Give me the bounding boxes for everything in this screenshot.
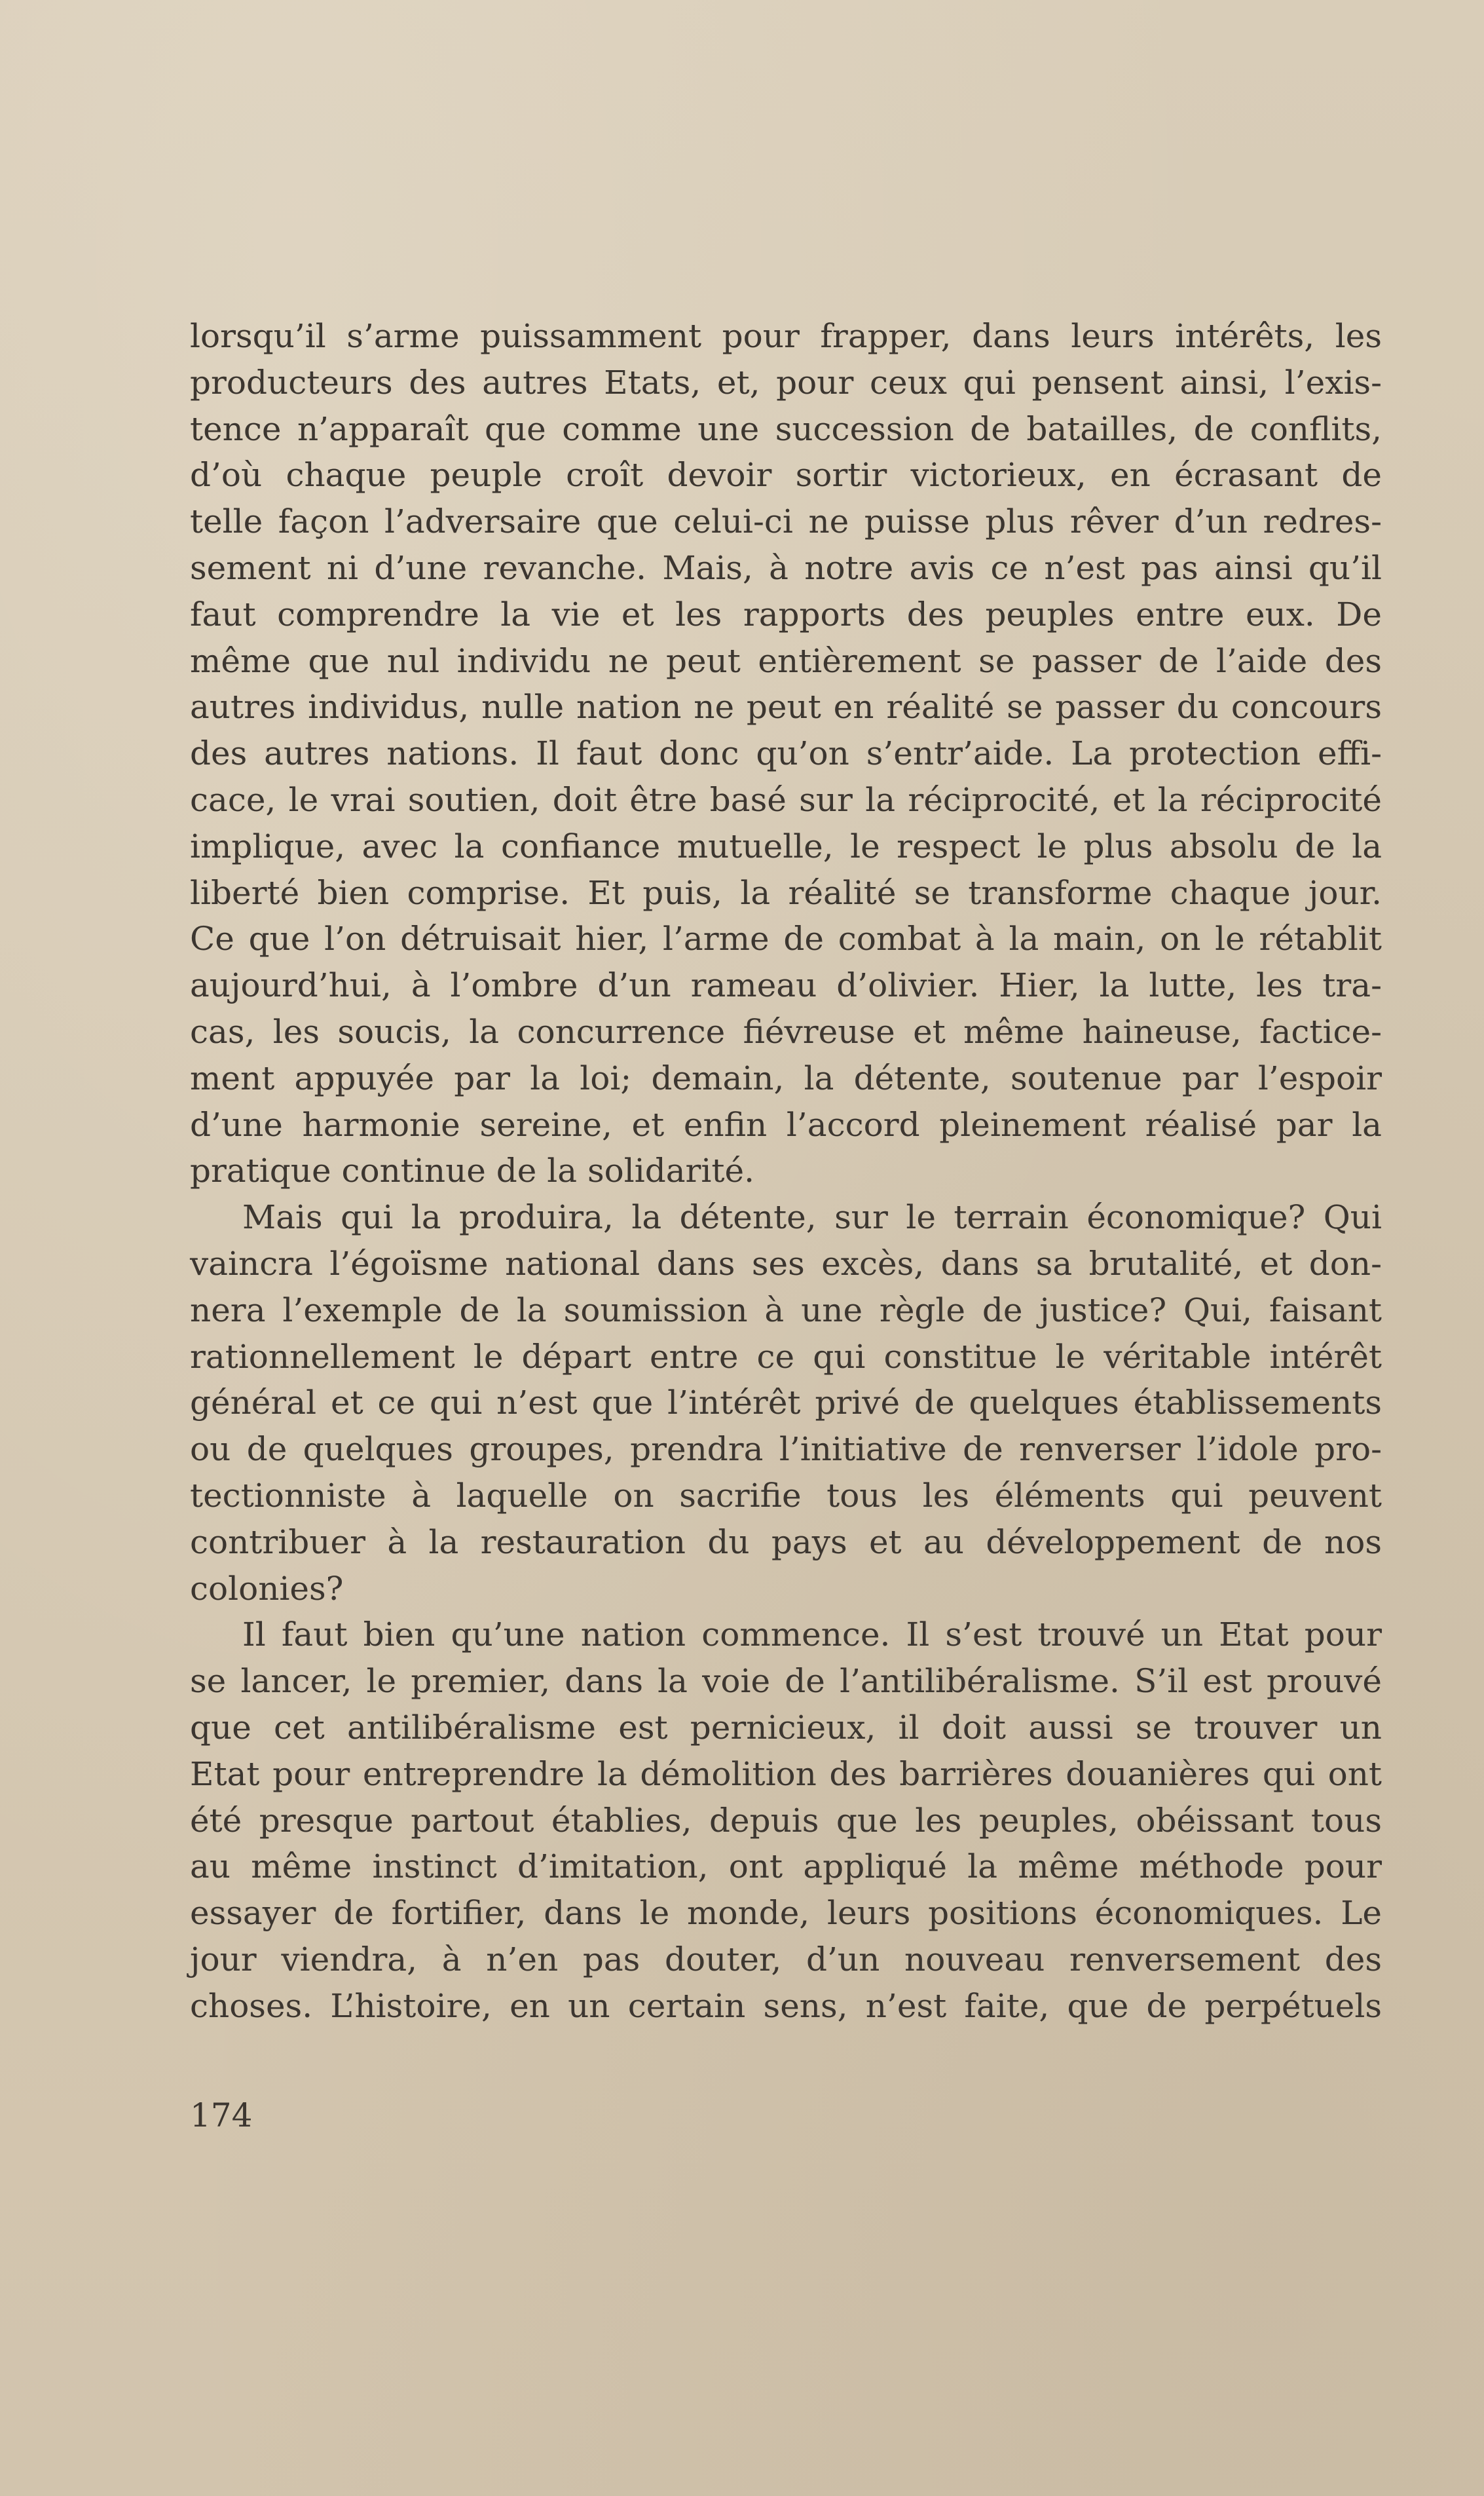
- text-line: cace, le vrai soutien, doit être basé sur la réciprocité, et la réciprocité: [190, 780, 1382, 819]
- text-line: Ce que l’on détruisait hier, l’arme de combat à la main, on le rétablit: [190, 920, 1382, 958]
- text-line: général et ce qui n’est que l’intérêt privé de quelques établissements: [190, 1384, 1382, 1422]
- text-line: essayer de fortifier, dans le monde, leurs positions économiques. Le: [190, 1894, 1382, 1933]
- text-line: été presque partout établies, depuis que les peuples, obéissant tous: [190, 1801, 1382, 1840]
- text-line: aujourd’hui, à l’ombre d’un rameau d’olivier. Hier, la lutte, les tra-: [190, 966, 1382, 1005]
- text-line: lorsqu’il s’arme puissamment pour frapper, dans leurs intérêts, les: [190, 317, 1382, 355]
- text-line: nera l’exemple de la soumission à une règle de justice? Qui, faisant: [190, 1291, 1382, 1329]
- text-line: Mais qui la produira, la détente, sur le terrain économique? Qui: [242, 1198, 1382, 1237]
- text-line: contribuer à la restauration du pays et au développement de nos: [190, 1522, 1382, 1561]
- text-line: sement ni d’une revanche. Mais, à notre avis ce n’est pas ainsi qu’il: [190, 548, 1382, 587]
- text-line: même que nul individu ne peut entièrement se passer de l’aide des: [190, 641, 1382, 680]
- text-line: faut comprendre la vie et les rapports des peuples entre eux. De: [190, 595, 1382, 633]
- text-line: Il faut bien qu’une nation commence. Il s’est trouvé un Etat pour: [242, 1616, 1382, 1654]
- text-line: pratique continue de la solidarité.: [190, 1152, 754, 1190]
- text-line: d’où chaque peuple croît devoir sortir victorieux, en écrasant de: [190, 456, 1382, 495]
- text-line: vaincra l’égoïsme national dans ses excès, dans sa brutalité, et don-: [190, 1244, 1382, 1283]
- text-line: choses. L’histoire, en un certain sens, n’est faite, que de perpétuels: [190, 1986, 1382, 2025]
- paragraph-1: [190, 313, 1382, 1194]
- text-line: autres individus, nulle nation ne peut en réalité se passer du concours: [190, 688, 1382, 727]
- text-line: que cet antilibéralisme est pernicieux, il doit aussi se trouver un: [190, 1708, 1382, 1747]
- text-line: cas, les soucis, la concurrence fiévreuse et même haineuse, factice-: [190, 1012, 1382, 1051]
- text-line: d’une harmonie sereine, et enfin l’accord pleinement réalisé par la: [190, 1105, 1382, 1144]
- text-line: liberté bien comprise. Et puis, la réalité se transforme chaque jour.: [190, 873, 1382, 912]
- text-line: se lancer, le premier, dans la voie de l’antilibéralisme. S’il est prouvé: [190, 1662, 1382, 1701]
- body-text: [190, 313, 1382, 2029]
- text-line: ment appuyée par la loi; demain, la détente, soutenue par l’espoir: [190, 1059, 1382, 1097]
- text-line: tence n’apparaît que comme une succession de batailles, de conflits,: [190, 409, 1382, 448]
- paragraph-2: [190, 1194, 1382, 1612]
- text-line: implique, avec la confiance mutuelle, le respect le plus absolu de la: [190, 827, 1382, 865]
- text-line: producteurs des autres Etats, et, pour ceux qui pensent ainsi, l’exis-: [190, 363, 1382, 402]
- text-line: jour viendra, à n’en pas douter, d’un nouveau renversement des: [190, 1940, 1382, 1978]
- text-line: Etat pour entreprendre la démolition des barrières douanières qui ont: [190, 1754, 1382, 1793]
- text-line: colonies?: [190, 1569, 344, 1608]
- paragraph-3: [190, 1612, 1382, 2029]
- text-line: ou de quelques groupes, prendra l’initiative de renverser l’idole pro-: [190, 1430, 1382, 1469]
- text-line: telle façon l’adversaire que celui-ci ne puisse plus rêver d’un redres-: [190, 502, 1382, 541]
- text-line: rationnellement le départ entre ce qui constitue le véritable intérêt: [190, 1337, 1382, 1376]
- page-number: 174: [190, 2096, 253, 2134]
- text-line: des autres nations. Il faut donc qu’on s’entr’aide. La protection effi-: [190, 734, 1382, 773]
- text-line: au même instinct d’imitation, ont appliqué la même méthode pour: [190, 1847, 1382, 1886]
- text-line: tectionniste à laquelle on sacrifie tous les éléments qui peuvent: [190, 1476, 1382, 1515]
